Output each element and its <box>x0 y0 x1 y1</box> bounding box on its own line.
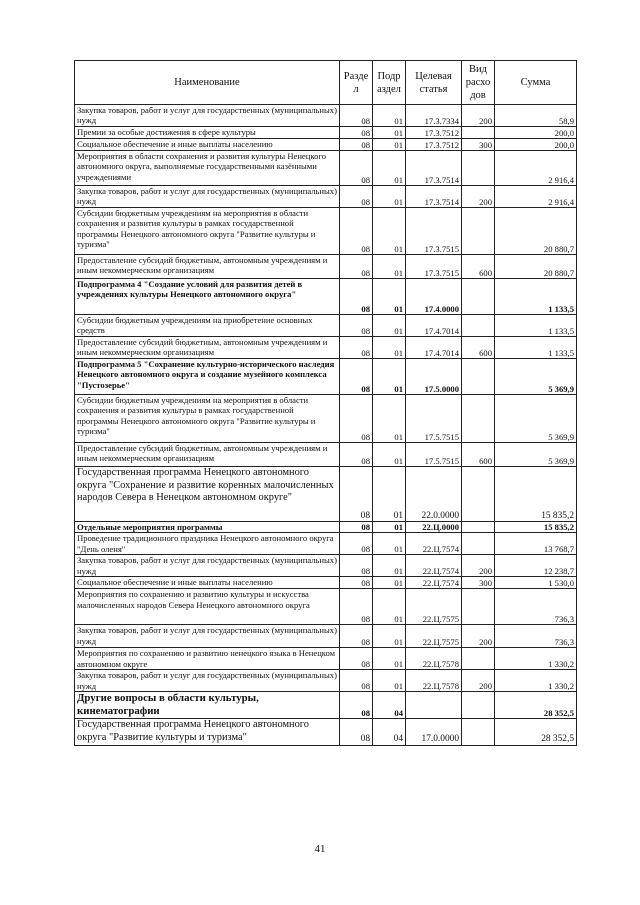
cell-type: 200 <box>462 555 495 577</box>
table-row <box>75 315 577 337</box>
cell-target: 17.5.0000 <box>406 359 462 395</box>
cell-type: 300 <box>462 139 495 151</box>
cell-type <box>462 208 495 255</box>
table-row <box>75 127 577 139</box>
cell-sum: 5 369,9 <box>495 395 577 443</box>
table-row <box>75 719 577 745</box>
cell-section: 08 <box>340 443 373 467</box>
table-row <box>75 186 577 208</box>
cell-name: Закупка товаров, работ и услуг для государственных (муниципальных) нужд <box>75 186 340 208</box>
cell-type <box>462 315 495 337</box>
cell-target: 17.3.7514 <box>406 186 462 208</box>
cell-target: 22.Ц.0000 <box>406 522 462 533</box>
cell-sum: 15 835,2 <box>495 522 577 533</box>
cell-name: Мероприятия по сохранению и развитию культуры и искусства малочисленных народов Севера Ненецкого автономного округа <box>75 589 340 625</box>
table-row <box>75 648 577 670</box>
table-row <box>75 467 577 522</box>
cell-type <box>462 279 495 315</box>
cell-target: 17.3.7514 <box>406 151 462 186</box>
cell-section: 08 <box>340 589 373 625</box>
cell-name: Закупка товаров, работ и услуг для государственных (муниципальных) нужд <box>75 625 340 648</box>
cell-sum: 15 835,2 <box>495 467 577 522</box>
cell-target: 22.Ц.7574 <box>406 555 462 577</box>
cell-subsection: 01 <box>373 127 406 139</box>
cell-target: 17.4.7014 <box>406 337 462 359</box>
cell-name: Премии за особые достижения в сфере культуры <box>75 127 340 139</box>
cell-subsection: 01 <box>373 315 406 337</box>
cell-name: Социальное обеспечение и иные выплаты населению <box>75 139 340 151</box>
cell-target: 22.Ц.7574 <box>406 577 462 589</box>
cell-sum: 736,3 <box>495 625 577 648</box>
cell-section: 08 <box>340 670 373 692</box>
page-number: 41 <box>314 843 326 855</box>
cell-subsection: 01 <box>373 395 406 443</box>
cell-subsection: 01 <box>373 279 406 315</box>
table-row <box>75 443 577 467</box>
cell-subsection: 01 <box>373 208 406 255</box>
cell-subsection: 01 <box>373 648 406 670</box>
table-row <box>75 555 577 577</box>
cell-name: Отдельные мероприятия программы <box>75 522 340 533</box>
cell-type <box>462 648 495 670</box>
cell-section: 08 <box>340 127 373 139</box>
cell-section: 08 <box>340 359 373 395</box>
table-row <box>75 279 577 315</box>
cell-target: 17.3.7515 <box>406 255 462 279</box>
cell-sum: 736,3 <box>495 589 577 625</box>
cell-sum: 1 330,2 <box>495 648 577 670</box>
cell-section: 08 <box>340 151 373 186</box>
cell-type <box>462 127 495 139</box>
cell-subsection: 01 <box>373 443 406 467</box>
cell-target: 17.0.0000 <box>406 719 462 745</box>
header-expense-type: Вид расхо дов <box>462 61 495 105</box>
cell-sum: 28 352,5 <box>495 719 577 745</box>
cell-name: Подпрограмма 5 "Сохранение культурно-исторического наследия Ненецкого автономного округа и создание музейного комплекса "Пустозерье" <box>75 359 340 395</box>
cell-name: Субсидии бюджетным учреждениям на приобретение основных средств <box>75 315 340 337</box>
cell-type: 600 <box>462 255 495 279</box>
cell-section: 08 <box>340 577 373 589</box>
table-row <box>75 208 577 255</box>
cell-name: Мероприятия по сохранению и развитию ненецкого языка в Ненецком автономном округе <box>75 648 340 670</box>
cell-name: Закупка товаров, работ и услуг для государственных (муниципальных) нужд <box>75 555 340 577</box>
table-row <box>75 151 577 186</box>
cell-sum: 1 530,0 <box>495 577 577 589</box>
cell-type <box>462 589 495 625</box>
cell-section: 08 <box>340 279 373 315</box>
cell-target: 17.5.7515 <box>406 443 462 467</box>
cell-section: 08 <box>340 719 373 745</box>
cell-section: 08 <box>340 648 373 670</box>
cell-section: 08 <box>340 555 373 577</box>
cell-target <box>406 692 462 719</box>
cell-sum: 1 133,5 <box>495 279 577 315</box>
cell-type <box>462 719 495 745</box>
cell-name: Закупка товаров, работ и услуг для государственных (муниципальных) нужд <box>75 105 340 127</box>
table-body <box>75 105 577 746</box>
cell-section: 08 <box>340 186 373 208</box>
table-row <box>75 105 577 127</box>
cell-section: 08 <box>340 315 373 337</box>
cell-name: Мероприятия в области сохранения и развития культуры Ненецкого автономного округа, выполняемые государственными казёнными учреждениями <box>75 151 340 186</box>
cell-section: 08 <box>340 522 373 533</box>
budget-table <box>74 60 577 746</box>
cell-target: 17.5.7515 <box>406 395 462 443</box>
cell-subsection: 01 <box>373 255 406 279</box>
cell-type <box>462 395 495 443</box>
cell-sum: 28 352,5 <box>495 692 577 719</box>
cell-name: Закупка товаров, работ и услуг для государственных (муниципальных) нужд <box>75 670 340 692</box>
cell-section: 08 <box>340 139 373 151</box>
table-header-row <box>75 61 577 105</box>
cell-type: 200 <box>462 186 495 208</box>
cell-subsection: 01 <box>373 533 406 555</box>
cell-subsection: 04 <box>373 692 406 719</box>
cell-sum: 5 369,9 <box>495 359 577 395</box>
cell-subsection: 01 <box>373 589 406 625</box>
cell-section: 08 <box>340 255 373 279</box>
cell-sum: 5 369,9 <box>495 443 577 467</box>
cell-sum: 20 880,7 <box>495 255 577 279</box>
cell-type: 300 <box>462 577 495 589</box>
cell-section: 08 <box>340 337 373 359</box>
cell-subsection: 01 <box>373 337 406 359</box>
cell-subsection: 01 <box>373 359 406 395</box>
cell-section: 08 <box>340 692 373 719</box>
cell-type: 600 <box>462 443 495 467</box>
table-row <box>75 589 577 625</box>
cell-target: 17.4.7014 <box>406 315 462 337</box>
table-row <box>75 533 577 555</box>
cell-sum: 58,9 <box>495 105 577 127</box>
cell-sum: 2 916,4 <box>495 151 577 186</box>
cell-name: Субсидии бюджетным учреждениям на мероприятия в области сохранения и развития культуры в рамках государственной программы Ненецкого автономного округа "Развитие культуры и туризма" <box>75 208 340 255</box>
cell-sum: 200,0 <box>495 139 577 151</box>
cell-sum: 200,0 <box>495 127 577 139</box>
cell-subsection: 01 <box>373 577 406 589</box>
cell-type: 200 <box>462 670 495 692</box>
table-row <box>75 692 577 719</box>
cell-name: Государственная программа Ненецкого автономного округа "Сохранение и развитие коренных малочисленных народов Севера в Ненецком автономном округе" <box>75 467 340 522</box>
cell-type <box>462 533 495 555</box>
cell-sum: 13 768,7 <box>495 533 577 555</box>
cell-subsection: 01 <box>373 555 406 577</box>
cell-name: Подпрограмма 4 "Создание условий для развития детей в учреждениях культуры Ненецкого автономного округа" <box>75 279 340 315</box>
cell-name: Субсидии бюджетным учреждениям на мероприятия в области сохранения и развития культуры в рамках государственной программы Ненецкого автономного округа "Развитие культуры и туризма" <box>75 395 340 443</box>
cell-target: 17.3.7334 <box>406 105 462 127</box>
cell-sum: 1 133,5 <box>495 337 577 359</box>
table-row <box>75 522 577 533</box>
cell-type <box>462 151 495 186</box>
table-row <box>75 255 577 279</box>
table-row <box>75 337 577 359</box>
cell-type: 600 <box>462 337 495 359</box>
cell-section: 08 <box>340 105 373 127</box>
cell-subsection: 04 <box>373 719 406 745</box>
cell-type <box>462 467 495 522</box>
cell-section: 08 <box>340 625 373 648</box>
cell-target: 17.4.0000 <box>406 279 462 315</box>
cell-target: 22.Ц.7575 <box>406 589 462 625</box>
cell-section: 08 <box>340 467 373 522</box>
cell-target: 22.Ц.7574 <box>406 533 462 555</box>
cell-sum: 20 880,7 <box>495 208 577 255</box>
cell-subsection: 01 <box>373 151 406 186</box>
table-row <box>75 670 577 692</box>
cell-name: Государственная программа Ненецкого автономного округа "Развитие культуры и туризма" <box>75 719 340 745</box>
cell-type: 200 <box>462 625 495 648</box>
cell-sum: 2 916,4 <box>495 186 577 208</box>
cell-target: 17.3.7515 <box>406 208 462 255</box>
cell-target: 17.3.7512 <box>406 139 462 151</box>
cell-target: 22.Ц.7578 <box>406 648 462 670</box>
header-sum: Сумма <box>495 61 577 105</box>
cell-type <box>462 692 495 719</box>
cell-subsection: 01 <box>373 186 406 208</box>
cell-sum: 1 330,2 <box>495 670 577 692</box>
cell-target: 17.3.7512 <box>406 127 462 139</box>
table-row <box>75 625 577 648</box>
header-subsection: Подр аздел <box>373 61 406 105</box>
cell-type <box>462 522 495 533</box>
cell-sum: 1 133,5 <box>495 315 577 337</box>
cell-subsection: 01 <box>373 625 406 648</box>
cell-subsection: 01 <box>373 670 406 692</box>
cell-name: Проведение традиционного праздника Ненецкого автономного округа "День оленя" <box>75 533 340 555</box>
cell-subsection: 01 <box>373 467 406 522</box>
cell-target: 22.0.0000 <box>406 467 462 522</box>
cell-subsection: 01 <box>373 522 406 533</box>
cell-sum: 12 238,7 <box>495 555 577 577</box>
table-row <box>75 395 577 443</box>
cell-name: Предоставление субсидий бюджетным, автономным учреждениям и иным некоммерческим организациям <box>75 443 340 467</box>
cell-target: 22.Ц.7578 <box>406 670 462 692</box>
cell-type: 200 <box>462 105 495 127</box>
cell-name: Социальное обеспечение и иные выплаты населению <box>75 577 340 589</box>
cell-subsection: 01 <box>373 139 406 151</box>
cell-section: 08 <box>340 533 373 555</box>
cell-section: 08 <box>340 395 373 443</box>
cell-name: Предоставление субсидий бюджетным, автономным учреждениям и иным некоммерческим организациям <box>75 337 340 359</box>
cell-section: 08 <box>340 208 373 255</box>
table-row <box>75 139 577 151</box>
cell-subsection: 01 <box>373 105 406 127</box>
table-row <box>75 359 577 395</box>
cell-target: 22.Ц.7575 <box>406 625 462 648</box>
cell-name: Предоставление субсидий бюджетным, автономным учреждениям и иным некоммерческим организациям <box>75 255 340 279</box>
cell-type <box>462 359 495 395</box>
header-name: Наименование <box>75 61 340 105</box>
table-row <box>75 577 577 589</box>
header-section: Разде л <box>340 61 373 105</box>
cell-name: Другие вопросы в области культуры, кинематографии <box>75 692 340 719</box>
header-target: Целевая статья <box>406 61 462 105</box>
